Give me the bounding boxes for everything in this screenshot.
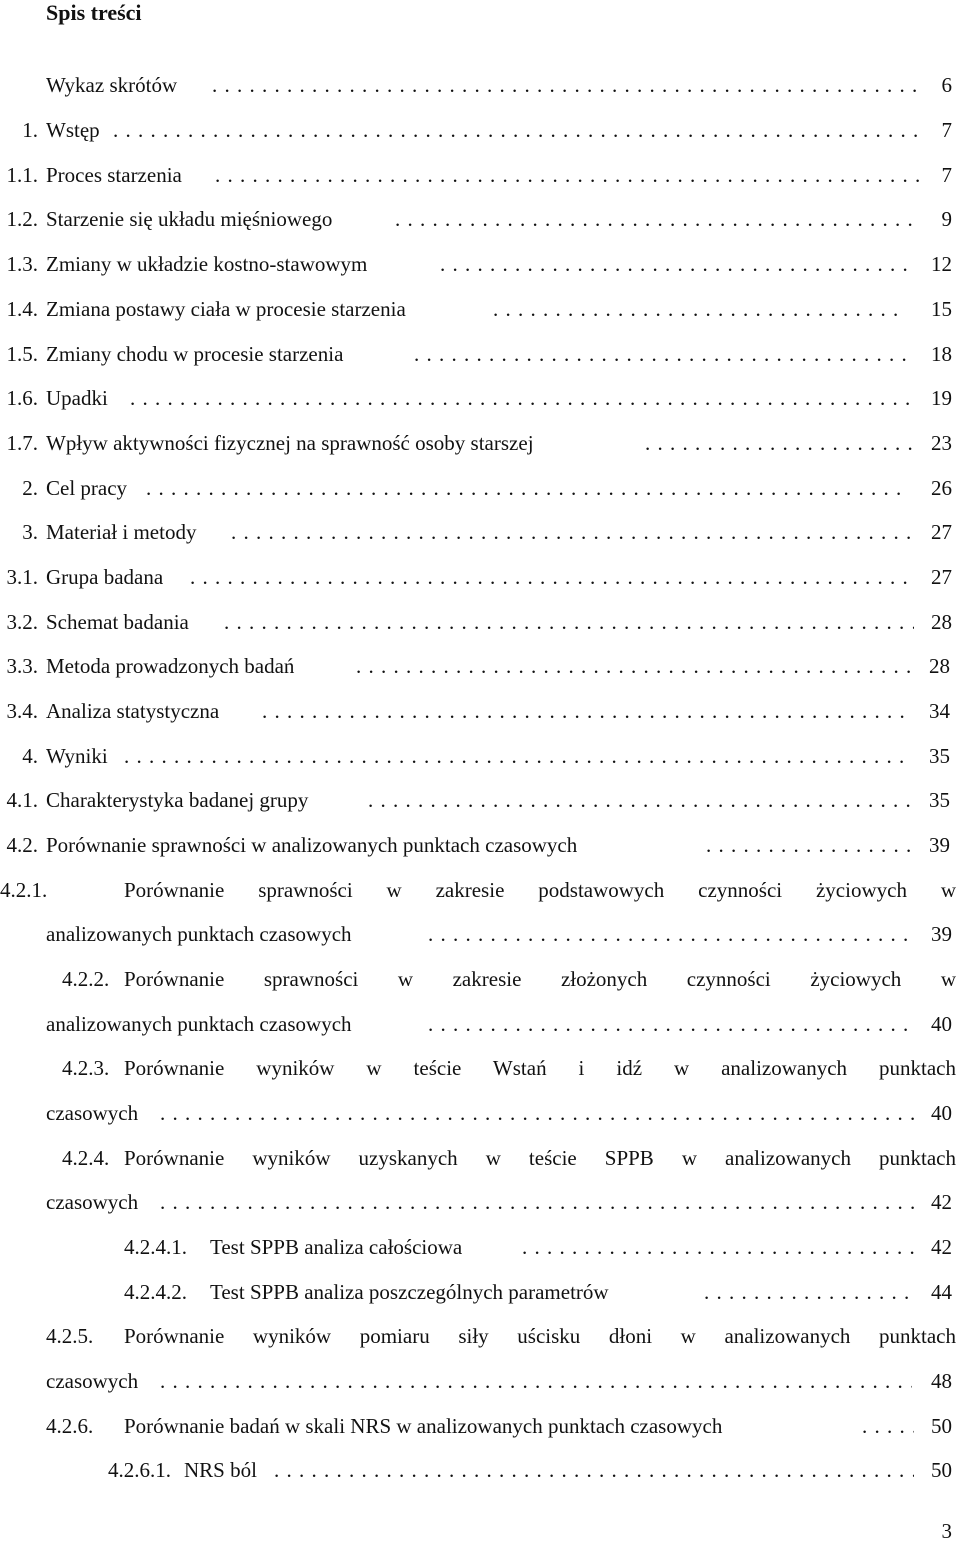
toc-entry[interactable] (0, 472, 960, 504)
toc-page: 28 (929, 654, 950, 678)
toc-entry-number: 4.2. (6, 833, 38, 857)
toc-title: Spis treści (46, 0, 142, 25)
toc-entry-number: 1.5. (6, 342, 38, 366)
toc-leader (862, 1410, 914, 1442)
toc-entry-text: analizowanych punktach czasowych (46, 1012, 352, 1036)
toc-entry-text: Starzenie się układu mięśniowego (46, 207, 333, 231)
toc-page: 27 (931, 520, 952, 544)
toc-leader (146, 472, 908, 504)
toc-page: 18 (931, 342, 952, 366)
toc-entry[interactable] (0, 427, 960, 459)
toc-page: 50 (931, 1458, 952, 1482)
toc-page: 35 (929, 744, 950, 768)
toc-entry[interactable] (0, 159, 960, 191)
toc-entry-text: Wyniki (46, 744, 108, 768)
toc-entry-text: Porównanie sprawności w analizowanych punktach czasowych (46, 833, 578, 857)
toc-page: 48 (931, 1369, 952, 1393)
toc-entry-number: 1.7. (6, 431, 38, 455)
toc-page: 19 (931, 386, 952, 410)
toc-entry-text: Porównanie wyników w teście Wstań i idź w analizowanych punktach (124, 1056, 956, 1080)
toc-entry-number: 4.2.3. (62, 1056, 110, 1080)
toc-entry-text: Zmiana postawy ciała w procesie starzenia (46, 297, 406, 321)
toc-page: 28 (931, 610, 952, 634)
toc-entry-text: Zmiany w układzie kostno-stawowym (46, 252, 368, 276)
toc-entry[interactable] (0, 740, 960, 772)
toc-page: 40 (931, 1101, 952, 1125)
toc-entry[interactable] (0, 1142, 960, 1174)
toc-entry-continuation[interactable] (0, 918, 960, 950)
toc-leader (130, 382, 910, 414)
toc-page: 35 (929, 788, 950, 812)
toc-page: 34 (929, 699, 950, 723)
toc-entry-number: 3.2. (6, 610, 38, 634)
toc-entry-text: Wykaz skrótów (46, 73, 178, 97)
toc-leader (160, 1365, 912, 1397)
toc-page: 44 (931, 1280, 952, 1304)
toc-entry-number: 4.2.4.2. (124, 1280, 187, 1304)
toc-entry-continuation[interactable] (0, 1097, 960, 1129)
toc-entry[interactable] (0, 1410, 960, 1442)
toc-leader (706, 829, 912, 861)
toc-entry[interactable] (0, 561, 960, 593)
toc-entry[interactable] (0, 382, 960, 414)
toc-entry-text: Materiał i metody (46, 520, 197, 544)
toc-leader (368, 784, 912, 816)
toc-entry-number: 1.1. (6, 163, 38, 187)
toc-leader (124, 740, 912, 772)
toc-entry-text: Schemat badania (46, 610, 189, 634)
toc-leader (414, 338, 906, 370)
toc-entry-number: 3.1. (6, 565, 38, 589)
toc-entry[interactable] (0, 1231, 960, 1263)
toc-entry-number: 3.3. (6, 654, 38, 678)
toc-entry-number: 4.1. (6, 788, 38, 812)
toc-page: 39 (931, 922, 952, 946)
toc-entry[interactable] (0, 293, 960, 325)
toc-entry-text: Grupa badana (46, 565, 164, 589)
toc-entry[interactable] (0, 203, 960, 235)
toc-leader (428, 918, 912, 950)
page-number: 3 (941, 1519, 952, 1543)
toc-entry-text: Test SPPB analiza poszczególnych parametrów (210, 1280, 609, 1304)
toc-page: 40 (931, 1012, 952, 1036)
toc-entry-continuation[interactable] (0, 1008, 960, 1040)
toc-leader (274, 1454, 914, 1486)
toc-entry-text: NRS ból (184, 1458, 257, 1482)
toc-entry-text: Charakterystyka badanej grupy (46, 788, 309, 812)
toc-leader (395, 203, 921, 235)
toc-leader (113, 114, 921, 146)
toc-page: 9 (941, 207, 952, 231)
toc-entry[interactable] (0, 1052, 960, 1084)
toc-entry-number: 4.2.4. (62, 1146, 110, 1170)
toc-entry-number: 1.4. (6, 297, 38, 321)
toc-leader (356, 650, 912, 682)
toc-entry[interactable] (0, 829, 960, 861)
toc-leader (212, 69, 924, 101)
toc-entry[interactable] (0, 114, 960, 146)
toc-entry-number: 2. (22, 476, 38, 500)
toc-entry-number: 4.2.2. (62, 967, 110, 991)
toc-entry[interactable] (0, 1454, 960, 1486)
toc-entry[interactable] (0, 695, 960, 727)
toc-entry-text: Cel pracy (46, 476, 128, 500)
toc-entry[interactable] (0, 963, 960, 995)
toc-entry-text: Porównanie badań w skali NRS w analizowanych punktach czasowych (124, 1414, 723, 1438)
toc-entry-text: czasowych (46, 1190, 139, 1214)
toc-entry[interactable] (0, 248, 960, 280)
toc-page: 7 (941, 118, 952, 142)
toc-leader (428, 1008, 914, 1040)
toc-page: 12 (931, 252, 952, 276)
toc-entry-number: 1.3. (6, 252, 38, 276)
toc-leader (160, 1097, 914, 1129)
toc-entry[interactable] (0, 606, 960, 638)
toc-page: 50 (931, 1414, 952, 1438)
toc-entry-number: 3. (22, 520, 38, 544)
toc-entry-number: 4.2.4.1. (124, 1235, 187, 1259)
toc-entry-text: czasowych (46, 1369, 139, 1393)
toc-entry-text: Upadki (46, 386, 108, 410)
toc-entry-text: Test SPPB analiza całościowa (210, 1235, 463, 1259)
toc-leader (224, 606, 914, 638)
toc-entry-text: Porównanie sprawności w zakresie podstawowych czynności życiowych w (124, 878, 956, 902)
toc-entry-text: Zmiany chodu w procesie starzenia (46, 342, 344, 366)
toc-page: 23 (931, 431, 952, 455)
toc-leader (215, 159, 921, 191)
toc-page: 27 (931, 565, 952, 589)
toc-page: 6 (941, 73, 952, 97)
toc-leader (493, 293, 905, 325)
toc-entry-number: 1.2. (6, 207, 38, 231)
toc-page: 42 (931, 1235, 952, 1259)
toc-entry-number: 3.4. (6, 699, 38, 723)
toc-entry-number: 4. (22, 744, 38, 768)
toc-entry[interactable] (0, 1276, 960, 1308)
toc-leader (704, 1276, 912, 1308)
toc-page: 7 (941, 163, 952, 187)
toc-entry-text: Wstęp (46, 118, 100, 142)
toc-entry-number: 1. (22, 118, 38, 142)
toc-entry-text: Analiza statystyczna (46, 699, 220, 723)
toc-entry-text: Metoda prowadzonych badań (46, 654, 295, 678)
toc-leader (190, 561, 912, 593)
toc-entry-number: 4.2.5. (46, 1324, 94, 1348)
toc-leader (231, 516, 911, 548)
toc-page: 15 (931, 297, 952, 321)
toc-entry-text: Wpływ aktywności fizycznej na sprawność osoby starszej (46, 431, 534, 455)
toc-entry-number: 4.2.6. (46, 1414, 94, 1438)
toc-entry[interactable] (0, 784, 960, 816)
toc-leader (522, 1231, 914, 1263)
toc-page: 26 (931, 476, 952, 500)
toc-entry-text: analizowanych punktach czasowych (46, 922, 352, 946)
toc-leader (160, 1186, 914, 1218)
toc-entry-text: Porównanie sprawności w zakresie złożonych czynności życiowych w (124, 967, 956, 991)
toc-entry[interactable] (0, 516, 960, 548)
toc-entry-continuation[interactable] (0, 1365, 960, 1397)
toc-entry-number: 1.6. (6, 386, 38, 410)
toc-entry-text: Porównanie wyników pomiaru siły uścisku dłoni w analizowanych punktach (124, 1324, 956, 1348)
toc-leader (262, 695, 912, 727)
toc-leader (645, 427, 913, 459)
toc-entry-text: czasowych (46, 1101, 139, 1125)
toc-entry[interactable] (0, 874, 960, 906)
toc-leader (440, 248, 912, 280)
toc-entry-number: 4.2.1. (0, 878, 48, 902)
toc-entry-number: 4.2.6.1. (108, 1458, 171, 1482)
toc-entry-continuation[interactable] (0, 1186, 960, 1218)
toc-page: 42 (931, 1190, 952, 1214)
toc-entry-text: Proces starzenia (46, 163, 182, 187)
toc-entry[interactable] (0, 1320, 960, 1352)
toc-entry-text: Porównanie wyników uzyskanych w teście SPPB w analizowanych punktach (124, 1146, 956, 1170)
toc-entry[interactable] (0, 650, 960, 682)
toc-entry[interactable] (0, 338, 960, 370)
toc-entry[interactable] (0, 69, 960, 101)
toc-page: 39 (929, 833, 950, 857)
